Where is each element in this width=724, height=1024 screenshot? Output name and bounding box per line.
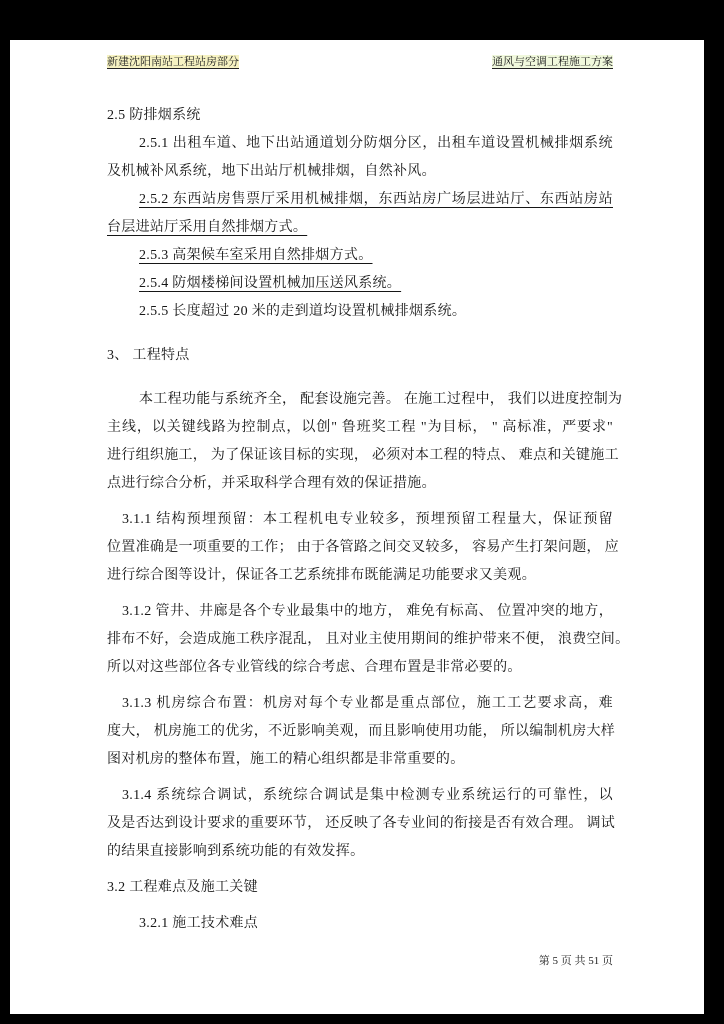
paragraph-3-1-1 [107, 506, 619, 590]
text-line: 主线，以关键线路为控制点，以创" 鲁班奖工程 "为目标， " 高标准，严要求" [107, 420, 613, 435]
text-line: 位置准确是一项重要的工作； 由于各管路之间交叉较多， 容易产生打架问题， 应 [107, 540, 619, 555]
text-line: 图对机房的整体布置，施工的精心组织都是非常重要的。 [107, 752, 465, 767]
text-line: 2.5.4 防烟楼梯间设置机械加压送风系统。 [139, 276, 402, 291]
text-line: 及机械补风系统，地下出站厅机械排烟，自然补风。 [107, 164, 436, 179]
paragraph-3-1-2 [107, 598, 630, 682]
paragraph-3-1-4 [107, 782, 616, 866]
text-line: 3.2.1 施工技术难点 [139, 916, 259, 931]
text-line: 及是否达到设计要求的重要环节， 还反映了各专业间的衔接是否有效合理。 调试 [107, 816, 616, 831]
page-number: 第 5 页 共 51 页 [538, 955, 613, 967]
text-line: 2.5.3 高架候车室采用自然排烟方式。 [139, 248, 373, 263]
page-header [107, 55, 613, 69]
text-line: 度大， 机房施工的优劣，不近影响美观，而且影响使用功能， 所以编制机房大样 [107, 724, 616, 739]
text-line: 本工程功能与系统齐全， 配套设施完善。 在施工过程中， 我们以进度控制为 [139, 392, 623, 407]
heading-3-2 [107, 874, 613, 902]
text-line: 的结果直接影响到系统功能的有效发挥。 [107, 844, 365, 859]
text-line: 2.5.1 出租车道、地下出站通道划分防烟分区，出租车道设置机械排烟系统 [139, 136, 613, 151]
text-line: 2.5 防排烟系统 [107, 108, 201, 123]
heading-3-2-1 [107, 910, 613, 938]
text-line: 所以对这些部位各专业管线的综合考虑、合理布置是非常必要的。 [107, 660, 522, 675]
paragraph-intro [107, 386, 623, 498]
paragraph-3-1-3 [107, 690, 616, 774]
text-line: 排布不好，会造成施工秩序混乱， 且对业主使用期间的维护带来不便， 浪费空间。 [107, 632, 630, 647]
text-line: 2.5.5 长度超过 20 米的走到道均设置机械排烟系统。 [139, 304, 467, 319]
text-line: 点进行综合分析，并采取科学合理有效的保证措施。 [107, 476, 436, 491]
paragraph-2-5-4 [107, 270, 613, 298]
paragraph-2-5-1 [107, 130, 613, 186]
text-line: 3.1.3 机房综合布置：机房对每个专业都是重点部位，施工工艺要求高，难 [122, 696, 613, 711]
text-line: 3.2 工程难点及施工关键 [107, 880, 258, 895]
text-line: 3.1.2 管井、井廊是各个专业最集中的地方， 难免有标高、 位置冲突的地方， [122, 604, 613, 619]
header-left-title: 新建沈阳南站工程站房部分 [107, 56, 239, 68]
text-line: 台层进站厅采用自然排烟方式。 [107, 220, 308, 235]
paragraph-2-5-5 [107, 298, 613, 326]
text-line: 进行组织施工， 为了保证该目标的实现， 必须对本工程的特点、 难点和关键施工 [107, 448, 619, 463]
text-line: 3.1.4 系统综合调试，系统综合调试是集中检测专业系统运行的可靠性，以 [122, 788, 613, 803]
header-right-title: 通风与空调工程施工方案 [492, 56, 613, 68]
text-line: 进行综合图等设计，保证各工艺系统排布既能满足功能要求又美观。 [107, 568, 536, 583]
page-footer [539, 952, 613, 968]
paragraph-2-5-3 [107, 242, 613, 270]
text-line: 3.1.1 结构预埋预留：本工程机电专业较多，预埋预留工程量大，保证预留 [122, 512, 613, 527]
heading-project-features [107, 342, 613, 370]
heading-fire-smoke-system [107, 102, 613, 130]
document-page [10, 40, 704, 1014]
text-line: 2.5.2 东西站房售票厅采用机械排烟，东西站房广场层进站厅、东西站房站 [139, 192, 613, 207]
paragraph-2-5-2 [107, 186, 613, 242]
document-body [107, 102, 630, 938]
text-line: 3、 工程特点 [107, 348, 190, 363]
